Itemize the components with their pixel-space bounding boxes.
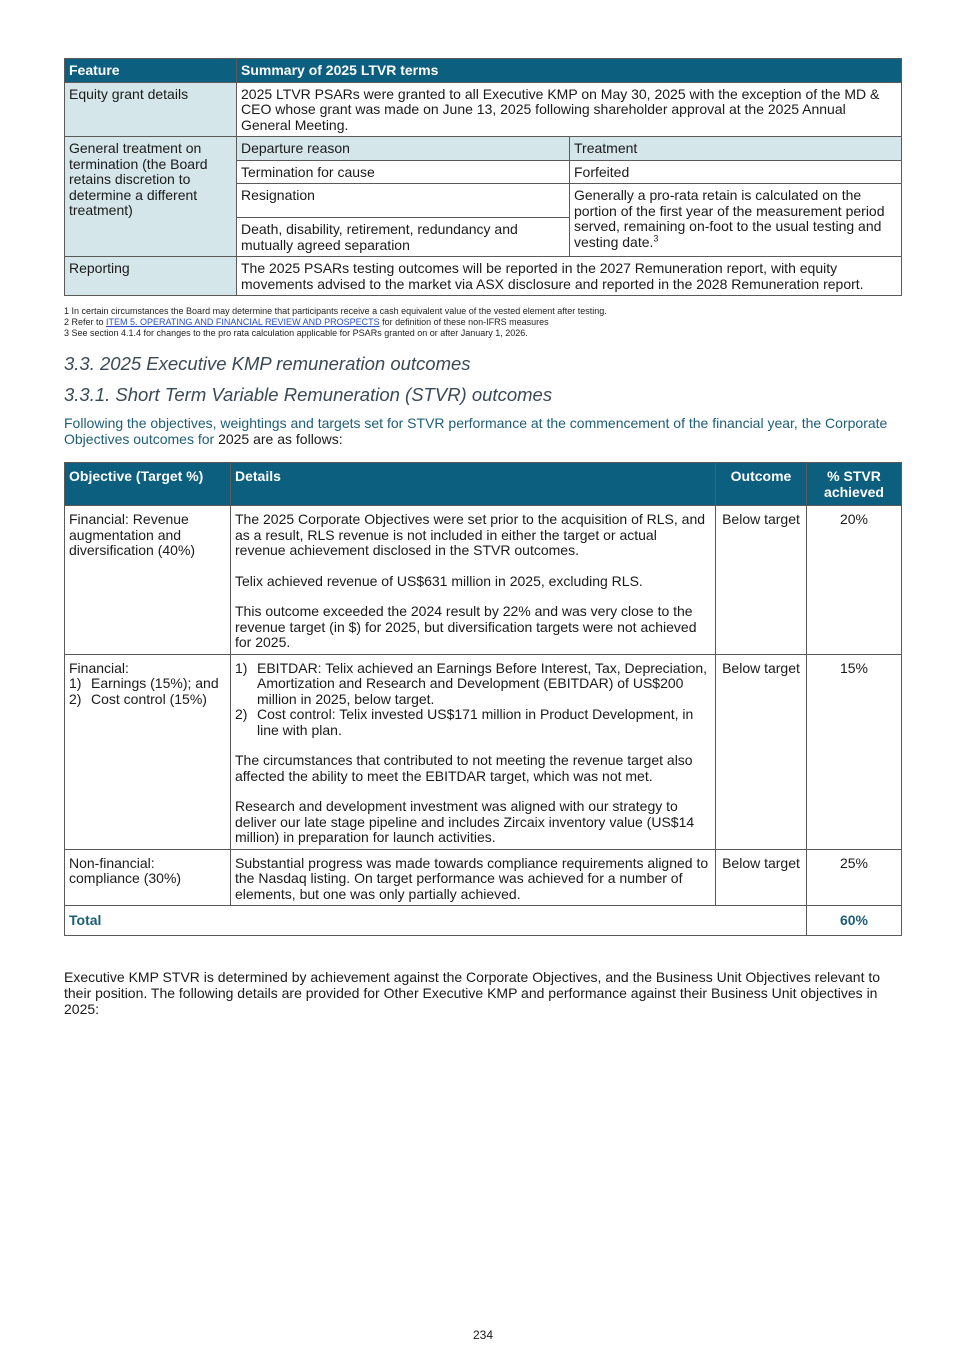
stvr-total-row (65, 906, 902, 936)
outcome-header: Outcome (716, 463, 807, 506)
list-text: Earnings (15%); and (91, 675, 219, 691)
termination-label: General treatment on termination (the Board retains discretion to determine a different treatment) (65, 137, 237, 257)
list-text: Cost control (15%) (91, 690, 207, 707)
details-list-item (235, 661, 711, 708)
intro-tail: are as follows: (249, 431, 343, 447)
details-paragraph: Telix achieved revenue of US$631 million in 2025, excluding RLS. (235, 572, 643, 589)
stvr-row-earnings-cost (65, 654, 902, 849)
objective-list-item (69, 692, 226, 708)
reporting-row (65, 257, 902, 296)
closing-paragraph: Executive KMP STVR is determined by achievement against the Corporate Objectives, and the Business Unit Objectives relevant to their position. The following details are provided for Other Executive KMP and performance against their Business Unit objectives in 2025: (64, 968, 881, 1017)
equity-grant-label: Equity grant details (65, 82, 237, 137)
section-heading-3-3-1: 3.3.1. Short Term Variable Remuneration (STVR) outcomes (64, 384, 553, 405)
details-paragraph: Research and development investment was aligned with our strategy to deliver our late stage pipeline and includes Zircaix inventory value (US$14 million) in preparation for launch activities. (235, 798, 695, 845)
details-paragraph: The 2025 Corporate Objectives were set prior to the acquisition of RLS, and as a result, RLS revenue is not included in either the target or actual revenue achievement disclosed in the STVR outcomes. (235, 511, 706, 558)
intro-text: Following the objectives, weightings and targets set for STVR performance at the commencement of the financial year, the Corporate Objectives outcomes for (64, 415, 888, 447)
details-cell (231, 654, 716, 849)
stvr-header-row (65, 463, 902, 506)
item5-link[interactable]: ITEM 5. OPERATING AND FINANCIAL REVIEW AND PROSPECTS (106, 317, 380, 327)
treatment-header: Treatment (570, 137, 902, 161)
equity-grant-text: 2025 LTVR PSARs were granted to all Executive KMP on May 30, 2025 with the exception of the MD & CEO whose grant was made on June 13, 2025 following shareholder approval at the 2025 Annual General Meeting. (237, 82, 902, 137)
ltvr-header-row (65, 59, 902, 83)
objective-header: Objective (Target %) (65, 463, 231, 506)
list-number: 1) (69, 675, 82, 691)
list-number: 2) (235, 706, 248, 722)
footnote-ref: 3 (653, 232, 659, 243)
col-summary-header: Summary of 2025 LTVR terms (237, 59, 902, 83)
reporting-label: Reporting (65, 257, 237, 296)
reason-cell: Termination for cause (237, 160, 570, 184)
objective-title: Financial: (69, 659, 129, 676)
pct-cell: 15% (807, 654, 902, 849)
list-text: EBITDAR: Telix achieved an Earnings Before Interest, Tax, Depreciation, Amortization and Research and Development (EBITDAR) of US$200 million in 2025, below target. (257, 659, 708, 707)
list-number: 2) (69, 690, 82, 707)
page-content (64, 58, 902, 1031)
intro-year: 2025 (218, 431, 250, 447)
details-cell: Substantial progress was made towards compliance requirements aligned to the Nasdaq listing. On target performance was achieved for a number of elements, but one was only partially achieved. (231, 849, 716, 906)
pct-header: % STVR achieved (807, 463, 902, 506)
footnote-2 (64, 317, 902, 328)
details-list (235, 661, 711, 739)
reason-cell: Death, disability, retirement, redundancy and mutually agreed separation (237, 218, 570, 257)
pct-cell: 20% (807, 506, 902, 655)
col-feature-header: Feature (65, 59, 237, 83)
outcome-cell: Below target (716, 654, 807, 849)
details-cell (231, 506, 716, 655)
total-pct: 60% (807, 906, 902, 936)
stvr-outcomes-table (64, 462, 902, 936)
details-paragraph: This outcome exceeded the 2024 result by 22% and was very close to the revenue target (in $) for 2025, but diversification targets were not achieved for 2025. (235, 603, 697, 650)
details-list-item (235, 707, 711, 738)
treatment-cell: Forfeited (570, 160, 902, 184)
footnote-1: 1 In certain circumstances the Board may determine that participants receive a cash equivalent value of the vested element after testing. (64, 306, 607, 316)
total-label: Total (65, 906, 807, 936)
details-header: Details (231, 463, 716, 506)
pct-cell: 25% (807, 849, 902, 906)
ltvr-terms-table (64, 58, 902, 296)
list-text: Cost control: Telix invested US$171 million in Product Development, in line with plan. (257, 706, 694, 738)
outcome-cell: Below target (716, 849, 807, 906)
stvr-intro (64, 415, 902, 447)
stvr-row-compliance (65, 849, 902, 906)
section-heading-3-3: 3.3. 2025 Executive KMP remuneration outcomes (64, 353, 471, 374)
footnote-3: 3 See section 4.1.4 for changes to the pro rata calculation applicable for PSARs granted on or after January 1, 2026. (64, 328, 528, 338)
equity-grant-row (65, 82, 902, 137)
footnote-2-suffix: for definition of these non-IFRS measures (379, 317, 549, 327)
details-paragraph: The circumstances that contributed to not meeting the revenue target also affected the ability to meet the EBITDAR target, which was not met. (235, 752, 693, 784)
shared-treatment-cell (570, 184, 902, 257)
reason-cell: Resignation (237, 184, 570, 218)
list-number: 1) (235, 659, 248, 676)
termination-header-row (65, 137, 902, 161)
shared-treatment-text: Generally a pro-rata retain is calculated on the portion of the first year of the measurement period served, remaining on-foot to the usual testing and vesting date. (574, 187, 885, 250)
objective-cell (65, 654, 231, 849)
outcome-cell: Below target (716, 506, 807, 655)
departure-reason-header: Departure reason (237, 137, 570, 161)
footnote-2-prefix: 2 Refer to (64, 317, 107, 327)
page-number: 234 (472, 1328, 494, 1342)
objective-cell: Non-financial: compliance (30%) (65, 849, 231, 906)
objective-list-item (69, 676, 226, 692)
reporting-text: The 2025 PSARs testing outcomes will be reported in the 2027 Remuneration report, with equity movements advised to the market via ASX disclosure and reported in the 2028 Remuneration report. (237, 257, 902, 296)
objective-cell: Financial: Revenue augmentation and diversification (40%) (65, 506, 231, 655)
stvr-row-revenue (65, 506, 902, 655)
objective-list (69, 676, 226, 707)
footnotes (64, 306, 902, 339)
